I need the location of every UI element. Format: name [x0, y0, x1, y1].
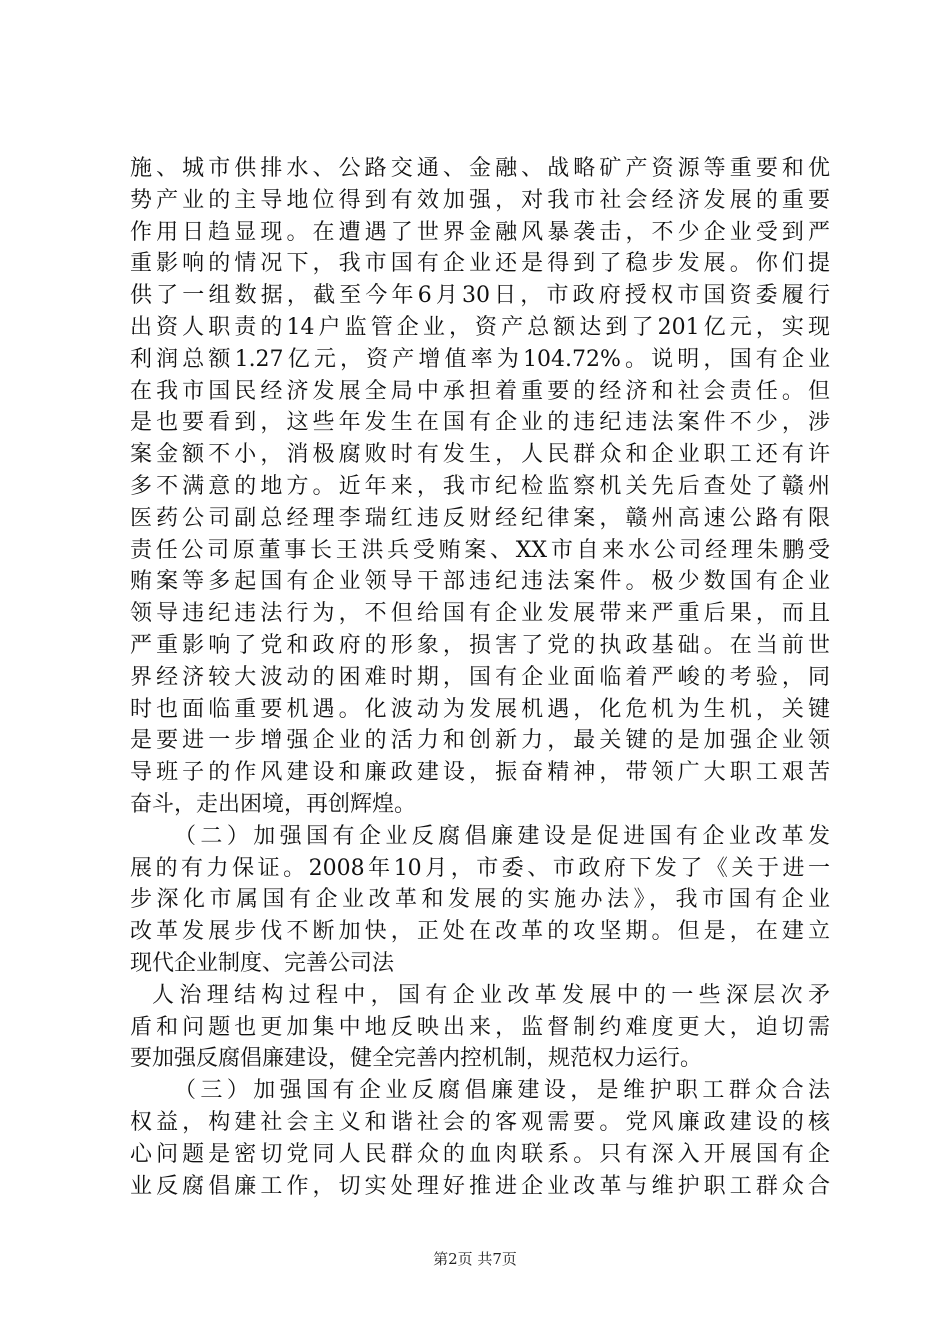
text-line: 界经济较大波动的困难时期，国有企业面临着严峻的考验，同	[130, 664, 830, 690]
text-line: 作用日趋显现。在遭遇了世界金融风暴袭击，不少企业受到严	[130, 219, 830, 245]
text-line: 出资人职责的14户监管企业，资产总额达到了201亿元，实现	[130, 314, 830, 340]
text-line: 是要进一步增强企业的活力和创新力，最关键的是加强企业领	[130, 728, 830, 754]
document-body	[130, 153, 830, 1202]
text-line: 案金额不小，消极腐败时有发生，人民群众和企业职工还有许	[130, 442, 830, 468]
text-line: 在我市国民经济发展全局中承担着重要的经济和社会责任。但	[130, 378, 830, 404]
text-line: 施、城市供排水、公路交通、金融、战略矿产资源等重要和优	[130, 156, 830, 181]
text-line: 利润总额1.27亿元，资产增值率为104.72%。说明，国有企业	[130, 346, 830, 372]
text-line: 供了一组数据，截至今年6月30日，市政府授权市国资委履行	[130, 283, 830, 309]
text-line: 严重影响了党和政府的形象，损害了党的执政基础。在当前世	[130, 632, 830, 658]
text-line: 势产业的主导地位得到有效加强，对我市社会经济发展的重要	[130, 187, 830, 213]
text-line: 贿案等多起国有企业领导干部违纪违法案件。极少数国有企业	[130, 569, 830, 595]
section-heading-line: （二）加强国有企业反腐倡廉建设是促进国有企业改革发	[174, 823, 830, 849]
section-heading-line: （三）加强国有企业反腐倡廉建设，是维护职工群众合法	[174, 1078, 830, 1104]
text-line: 导班子的作风建设和廉政建设，振奋精神，带领广大职工艰苦	[130, 760, 830, 786]
text-line: 业反腐倡廉工作，切实处理好推进企业改革与维护职工群众合	[130, 1173, 830, 1199]
text-line: 领导违纪违法行为，不但给国有企业发展带来严重后果，而且	[130, 601, 830, 627]
text-line: 展的有力保证。2008年10月，市委、市政府下发了《关于进一	[130, 855, 830, 881]
text-line: 现代企业制度、完善公司法	[130, 950, 395, 976]
text-line: 奋斗，走出困境，再创辉煌。	[130, 791, 417, 817]
text-line: 盾和问题也更加集中地反映出来，监督制约难度更大，迫切需	[130, 1014, 830, 1040]
text-line: 人治理结构过程中，国有企业改革发展中的一些深层次矛	[152, 982, 830, 1008]
page-number: 第2页 共7页	[433, 1250, 517, 1268]
text-line: 医药公司副总经理李瑞红违反财经纪律案，赣州高速公路有限	[130, 505, 830, 531]
text-line: 改革发展步伐不断加快，正处在改革的攻坚期。但是，在建立	[130, 919, 830, 945]
text-line: 心问题是密切党同人民群众的血肉联系。只有深入开展国有企	[130, 1141, 830, 1167]
text-line: 多不满意的地方。近年来，我市纪检监察机关先后查处了赣州	[130, 473, 830, 499]
text-line: 责任公司原董事长王洪兵受贿案、XX市自来水公司经理朱鹏受	[130, 537, 830, 563]
text-line: 重影响的情况下，我市国有企业还是得到了稳步发展。你们提	[130, 251, 830, 277]
text-line: 是也要看到，这些年发生在国有企业的违纪违法案件不少，涉	[130, 410, 830, 436]
text-line: 步深化市属国有企业改革和发展的实施办法》，我市国有企业	[130, 887, 830, 913]
page-footer	[0, 1248, 950, 1269]
text-line: 要加强反腐倡廉建设，健全完善内控机制，规范权力运行。	[130, 1046, 703, 1072]
text-line: 权益，构建社会主义和谐社会的客观需要。党风廉政建设的核	[130, 1109, 830, 1135]
text-line: 时也面临重要机遇。化波动为发展机遇，化危机为生机，关键	[130, 696, 830, 722]
